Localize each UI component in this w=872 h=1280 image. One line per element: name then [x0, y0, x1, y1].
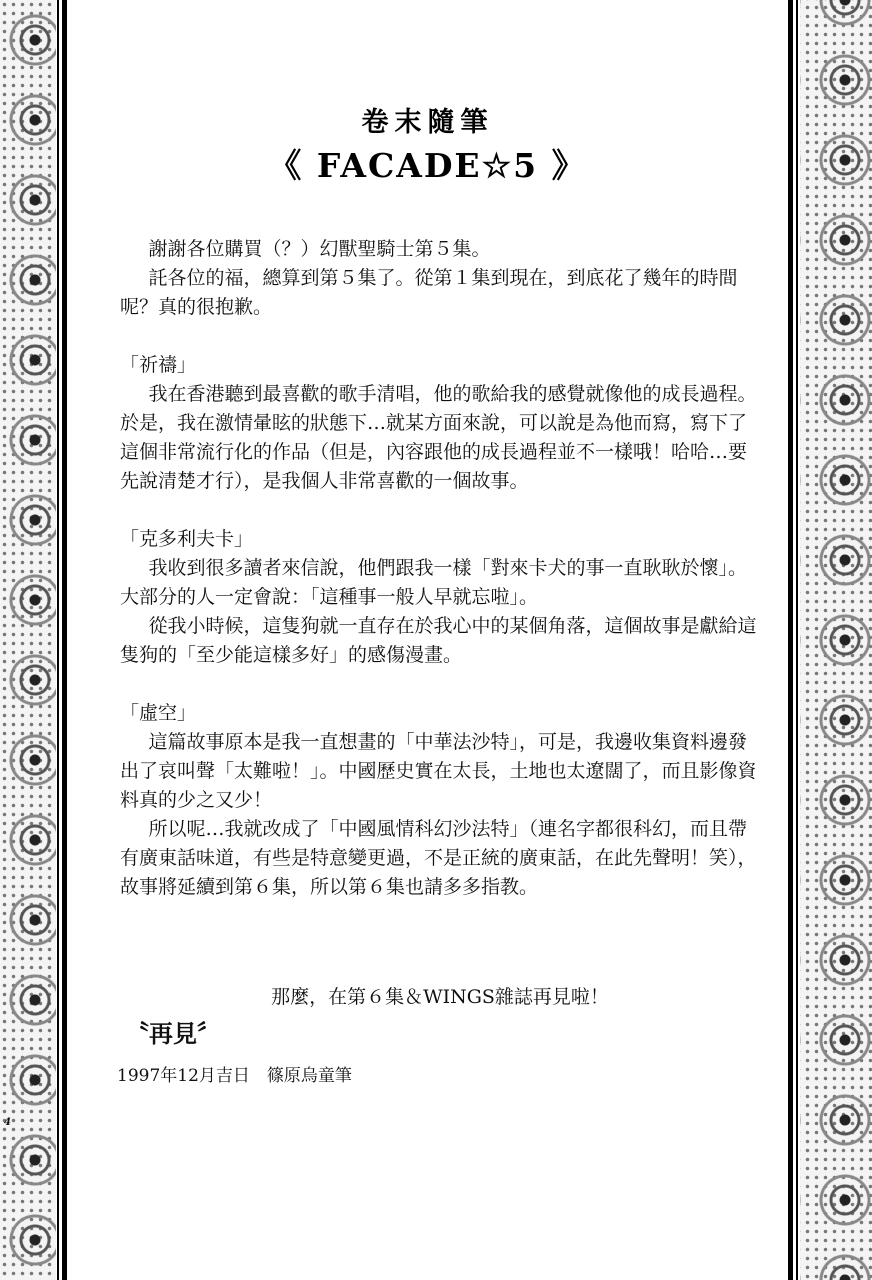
- section-paragraph: 所以呢…我就改成了「中國風情科幻沙法特」（連名字都很科幻，而且帶有廣東話味道，有些是特意變更過，不是正統的廣東話，在此先聲明！笑），故事將延續到第６集，所以第６集也請多多指教。: [120, 818, 757, 898]
- section-paragraph: 我收到很多讀者來信說，他們跟我一樣「對來卡犬的事一直耿耿於懷」。大部分的人一定會說：「這種事一般人早就忘啦」。: [120, 557, 748, 608]
- section-title-prayer: 「祈禱」: [120, 354, 197, 376]
- section-title-void: 「虛空」: [120, 702, 197, 724]
- page-title: 卷末隨筆: [361, 107, 494, 138]
- date-signature: 1997年12月吉日 篠原烏童筆: [117, 1066, 352, 1086]
- page-number: 4: [4, 1117, 11, 1128]
- intro-paragraph: 謝謝各位購買（？）幻獸聖騎士第５集。: [148, 238, 491, 260]
- section-paragraph: 從我小時候，這隻狗就一直存在於我心中的某個角落，這個故事是獻給這隻狗的「至少能這樣多好」的感傷漫畫。: [120, 615, 757, 666]
- section-paragraph: 我在香港聽到最喜歡的歌手清唱，他的歌給我的感覺就像他的成長過程。於是，我在激情暈眩的狀態下…就某方面來說，可以說是為他而寫，寫下了這個非常流行化的作品（但是，內容跟他的成長過程並不一樣哦！哈哈…要先說清楚才行），是我個人非常喜歡的一個故事。: [120, 383, 757, 492]
- right-frame-line-thick: [788, 0, 793, 1280]
- page-subtitle: 《 FACADE☆5 》: [268, 146, 587, 185]
- left-lace-border: [0, 0, 56, 1280]
- section-paragraph: 這篇故事原本是我一直想畫的「中華法沙特」，可是，我邊收集資料邊發出了哀叫聲「太難啦！」。中國歷史實在太長，土地也太遼闊了，而且影像資料真的少之又少！: [120, 731, 757, 811]
- right-lace-border: [800, 0, 872, 1280]
- essay-body: [120, 235, 760, 902]
- section-title-kedolifka: 「克多利夫卡」: [120, 528, 254, 550]
- closing-message: 那麼，在第６集＆WINGS雜誌再見啦！: [271, 986, 609, 1008]
- signoff: 〝再見〞: [125, 1019, 221, 1048]
- intro-paragraph: 託各位的福，總算到第５集了。從第１集到現在，到底花了幾年的時間呢？真的很抱歉。: [120, 267, 738, 318]
- left-frame-line-thick: [62, 0, 67, 1280]
- right-frame-line-thin: [796, 0, 798, 1280]
- left-frame-line-thin: [57, 0, 59, 1280]
